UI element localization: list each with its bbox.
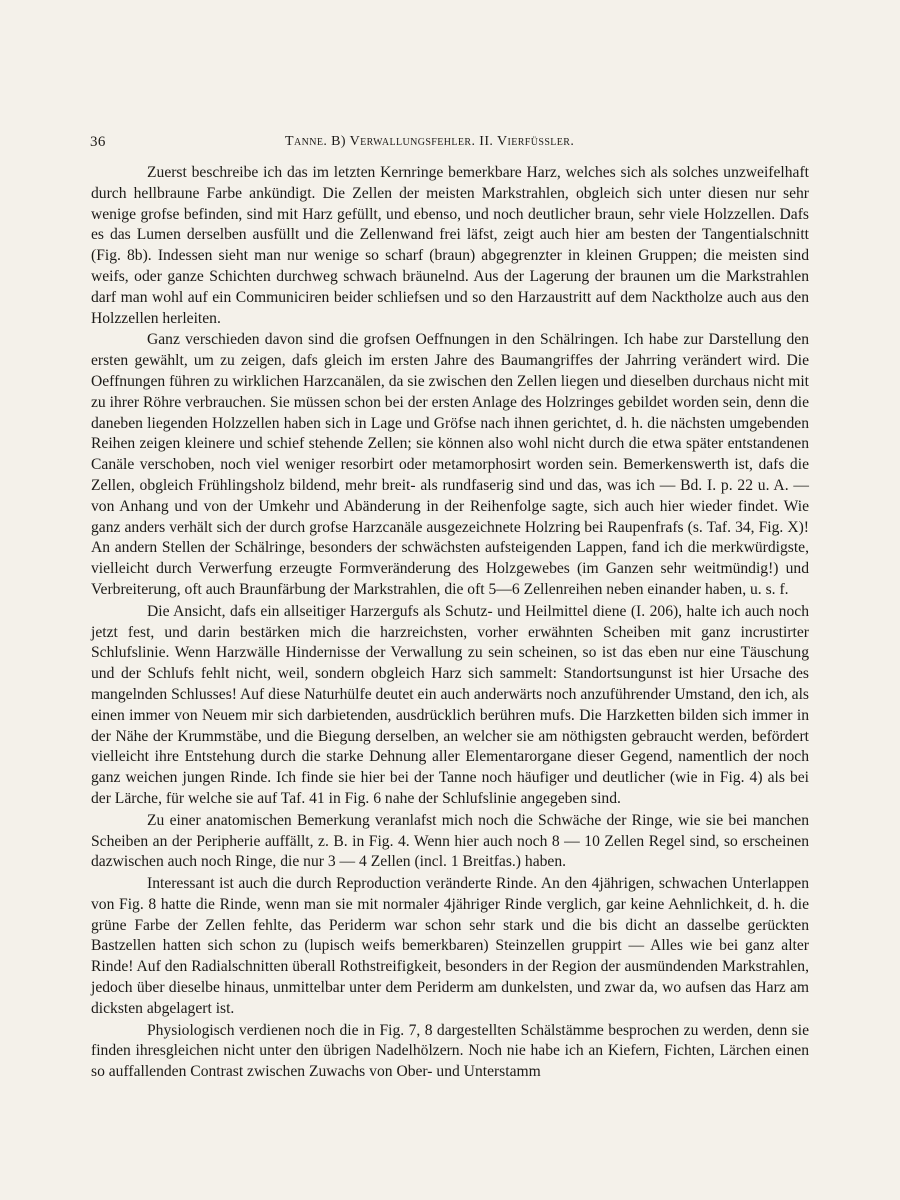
page-number: 36: [90, 134, 106, 150]
paragraph: Interessant ist auch die durch Reproduction veränderte Rinde. An den 4jährigen, schwachen Unterlappen von Fig. 8 hatte die Rinde, wenn man sie mit normaler 4jähriger Rinde verglich, gar keine Aehnlichkeit, d. h. die grüne Farbe der Zellen fehlte, das Periderm war schon sehr stark und die bis dicht an dasselbe gerückten Bastzellen hatten sich schon zu (lupisch weifs bemerkbaren) Steinzellen gruppirt — Alles wie bei ganz alter Rinde! Auf den Radialschnitten überall Rothstreifigkeit, besonders in der Region der ausmündenden Markstrahlen, jedoch über dieselbe hinaus, unmittelbar unter dem Periderm am dunkelsten, und zwar da, wo aufsen das Harz am dicksten abgelagert ist.: [91, 875, 809, 1017]
paragraph: Physiologisch verdienen noch die in Fig. 7, 8 dargestellten Schälstämme besprochen zu werden, denn sie finden ihresgleichen nicht unter den übrigen Nadelhölzern. Noch nie habe ich an Kiefern, Fichten, Lärchen einen so auffallenden Contrast zwischen Zuwachs von Ober- und Unterstamm: [91, 1021, 809, 1081]
paragraph: Die Ansicht, dafs ein allseitiger Harzergufs als Schutz- und Heilmittel diene (I. 206), halte ich auch noch jetzt fest, und darin bestärken mich die harzreichsten, vorher erwähnten Scheiben mit ganz incrustirter Schlufslinie. Wenn Harzwälle Hindernisse der Verwallung zu sein scheinen, so ist das eben nur eine Täuschung und der Schlufs fehlt nicht, weil, sondern obgleich Harz sich sammelt: Standortsungunst ist hier Ursache des mangelnden Schlusses! Auf diese Naturhülfe deutet ein auch anderwärts noch anzuführender Umstand, den ich, als einen immer von Neuem mir sich darbietenden, ausdrücklich berühren mufs. Die Harzketten bilden sich immer in der Nähe der Krummstäbe, und die Biegung derselben, an welcher sie am nöthigsten gebraucht werden, befördert vielleicht ihre Entstehung durch die starke Dehnung aller Elementarorgane dieser Gegend, namentlich der noch ganz weichen jungen Rinde. Ich finde sie hier bei der Tanne noch häufiger und deutlicher (wie in Fig. 4) als bei der Lärche, für welche sie auf Taf. 41 in Fig. 6 nahe der Schlufslinie angegeben sind.: [91, 602, 809, 807]
body-text: [91, 163, 809, 1083]
paragraph: Zu einer anatomischen Bemerkung veranlafst mich noch die Schwäche der Ringe, wie sie bei manchen Scheiben an der Peripherie auffällt, z. B. in Fig. 4. Wenn hier auch noch 8 — 10 Zellen Regel sind, so erscheinen dazwischen auch noch Ringe, die nur 3 — 4 Zellen (incl. 1 Breitfas.) haben.: [91, 811, 809, 871]
paragraph: Ganz verschieden davon sind die grofsen Oeffnungen in den Schälringen. Ich habe zur Darstellung den ersten gewählt, um zu zeigen, dafs gleich im ersten Jahre des Baumangriffes der Jahrring verändert wird. Die Oeffnungen führen zu wirklichen Harzcanälen, da sie zwischen den Zellen liegen und dieselben durchaus nicht mit zu ihrer Röhre verbrauchen. Sie müssen schon bei der ersten Anlage des Holzringes gebildet worden sein, denn die daneben liegenden Holzzellen haben sich in Lage und Gröfse nach ihnen gerichtet, d. h. die nächsten umgebenden Reihen zeigen kleinere und schief stehende Zellen; sie können also wohl nicht durch die etwa später entstandenen Canäle verschoben, noch viel weniger resorbirt oder metamorphosirt worden sein. Bemerkenswerth ist, dafs die Zellen, obgleich Frühlingsholz bildend, mehr breit- als rundfaserig sind und das, was ich — Bd. I. p. 22 u. A. — von Anhang und von der Umkehr und Abänderung in der Reihenfolge sagte, sich auch hier wieder findet. Wie ganz anders verhält sich der durch grofse Harzcanäle ausgezeichnete Holzring bei Raupenfrafs (s. Taf. 34, Fig. X)! An andern Stellen der Schälringe, besonders der schwächsten aufsteigenden Lappen, fand ich die merkwürdigste, vielleicht durch Verwerfung erzeugte Formveränderung des Holzgewebes (im Ganzen sehr weitmündig!) und Verbreiterung, oft auch Braunfärbung der Markstrahlen, die oft 5—6 Zellenreihen neben einander haben, u. s. f.: [91, 331, 809, 598]
paragraph: Zuerst beschreibe ich das im letzten Kernringe bemerkbare Harz, welches sich als solches unzweifelhaft durch hellbraune Farbe ankündigt. Die Zellen der meisten Markstrahlen, obgleich sich unter diesen nur sehr wenige grofse befinden, sind mit Harz gefüllt, und ebenso, und noch deutlicher braun, sehr viele Holzzellen. Dafs es das Lumen derselben ausfüllt und die Zellenwand frei läfst, zeigt auch hier am besten der Tangentialschnitt (Fig. 8b). Indessen sieht man nur wenige so scharf (braun) abgegrenzter in kleinen Gruppen; die meisten sind weifs, oder ganze Schichten durchweg schwach bräunelnd. Aus der Lagerung der braunen um die Markstrahlen darf man wohl auf ein Communiciren beider schliefsen und so den Harzaustritt auf dem Nacktholze auch aus den Holzzellen herleiten.: [91, 164, 809, 327]
running-title: Tanne. B) Verwallungsfehler. II. Vierfüssler.: [285, 134, 575, 149]
